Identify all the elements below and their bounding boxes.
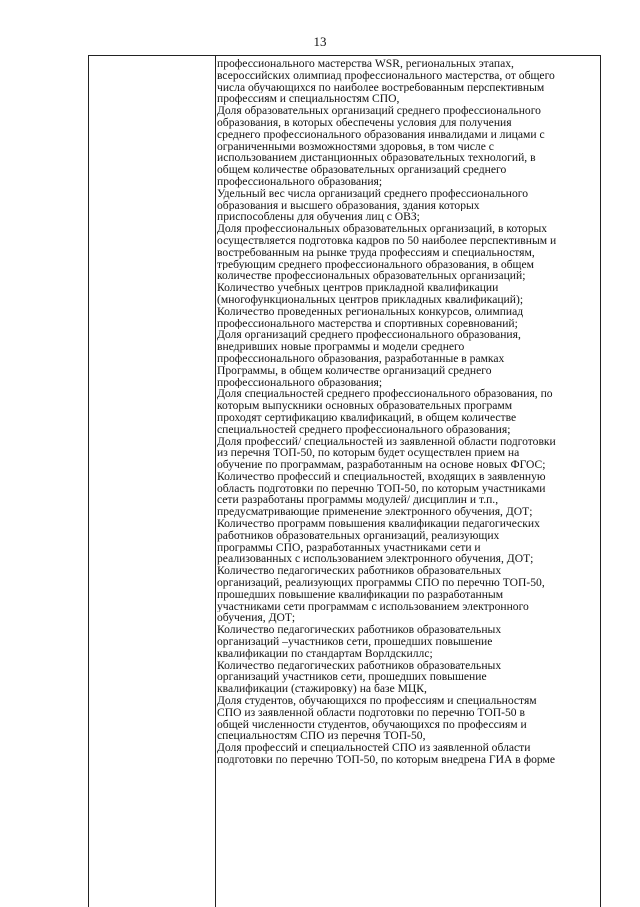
text-line: Доля организаций среднего профессионального образования, <box>217 329 521 342</box>
text-line: Доля специальностей среднего профессионального образования, по <box>217 388 553 401</box>
text-line: квалификации (стажировку) на базе МЦК, <box>217 683 427 696</box>
text-line: Доля профессиональных образовательных организаций, в которых <box>217 223 548 235</box>
text-line: общем количестве образовательных организаций среднего <box>217 164 507 176</box>
text-line: числа обучающихся по наиболее востребованным перспективным <box>217 81 545 94</box>
text-line: предусматривающие применение электронного обучения, ДОТ; <box>217 506 533 519</box>
text-line: подготовки по перечню ТОП-50, по которым внедрена ГИА в форме <box>217 754 556 766</box>
indicator-text-cell <box>217 58 598 766</box>
text-line: профессионального образования, разработанные в рамках <box>217 352 505 365</box>
text-line: осуществляется подготовка кадров по 50 наиболее перспективным и <box>217 234 557 247</box>
text-line: востребованным на рынке труда профессиям и специальностям, <box>217 246 535 259</box>
text-line: обучения, ДОТ; <box>217 612 296 625</box>
text-line: среднего профессионального образования инвалидами и лицами с <box>217 128 545 141</box>
text-line: реализованных с использованием электронного обучения, ДОТ; <box>217 553 534 566</box>
text-line: образования, в которых обеспечены условия для получения <box>217 116 512 129</box>
text-line: образования и высшего образования, здания которых <box>217 199 480 212</box>
text-line: Количество педагогических работников образовательных <box>217 565 502 578</box>
text-line: внедривших новые программы и модели среднего <box>217 341 465 353</box>
text-line: Доля профессий и специальностей СПО из заявленной области <box>217 742 531 755</box>
text-line: общей численности студентов, обучающихся по профессиям и <box>217 718 527 731</box>
text-line: организаций –участников сети, прошедших повышение <box>217 636 493 648</box>
text-line: профессионального мастерства и спортивных соревнований; <box>217 317 518 330</box>
text-line: требующим среднего профессионального образования, в общем <box>217 258 534 271</box>
text-line: профессионального образования; <box>217 376 383 389</box>
page-number: 13 <box>313 34 327 49</box>
text-line: Количество педагогических работников образовательных <box>217 624 502 637</box>
text-line: программы СПО, разработанных участниками сети и <box>217 541 481 554</box>
text-line: (многофункциональных центров прикладных квалификаций); <box>217 293 524 306</box>
text-line: сети разработаны программы модулей/ дисциплин и т.п., <box>217 494 499 507</box>
text-line: прошедших повышение квалификации по разработанным <box>217 588 504 601</box>
text-line: квалификации по стандартам Ворлдскиллс; <box>217 647 433 660</box>
text-line: организаций участников сети, прошедших повышение <box>217 671 487 684</box>
text-line: работников образовательных организаций, реализующих <box>217 529 500 542</box>
text-line: Программы, в общем количестве организаций среднего <box>217 364 492 377</box>
text-line: Количество программ повышения квалификации педагогических <box>217 518 540 530</box>
text-line: Количество учебных центров прикладной квалификации <box>217 282 499 294</box>
text-line: Количество проведенных региональных конкурсов, олимпиад <box>217 305 524 318</box>
text-line: профессионального мастерства WSR, региональных этапах, <box>217 58 514 70</box>
text-line: Доля образовательных организаций среднего профессионального <box>217 105 541 117</box>
text-line: приспособлены для обучения лиц с ОВЗ; <box>217 211 420 224</box>
text-line: Доля студентов, обучающихся по профессиям и специальностям <box>217 695 537 707</box>
text-line: из перечня ТОП-50, по которым будет осуществлен прием на <box>217 447 520 460</box>
text-line: специальностям СПО из перечня ТОП-50, <box>217 730 426 743</box>
text-line: область подготовки по перечню ТОП-50, по которым участниками <box>217 482 546 495</box>
text-line: ограниченными возможностями здоровья, в том числе с <box>217 140 494 153</box>
text-line: Доля профессий/ специальностей из заявленной области подготовки <box>217 435 556 448</box>
text-line: Количество педагогических работников образовательных <box>217 659 502 672</box>
text-line: использованием дистанционных образовательных технологий, в <box>217 152 536 165</box>
text-line: организаций, реализующих программы СПО по перечню ТОП-50, <box>217 577 545 589</box>
text-line: Удельный вес числа организаций среднего профессионального <box>217 187 529 200</box>
text-line: всероссийских олимпиад профессионального мастерства, от общего <box>217 69 555 82</box>
column-divider <box>215 56 216 907</box>
text-line: обучение по программам, разработанным на основе новых ФГОС; <box>217 459 546 471</box>
text-line: СПО из заявленной области подготовки по перечню ТОП-50 в <box>217 706 525 719</box>
text-line: которым выпускники основных образовательных программ <box>217 400 513 412</box>
text-line: профессионального образования; <box>217 175 383 188</box>
text-line: количестве профессиональных образовательных организаций; <box>217 270 526 283</box>
text-line: профессиям и специальностям СПО, <box>217 93 400 106</box>
indicator-table <box>88 55 601 907</box>
text-line: специальностей среднего профессионального образования; <box>217 423 511 436</box>
text-line: проходят сертификацию квалификаций, в общем количестве <box>217 411 517 424</box>
text-line: участниками сети программам с использованием электронного <box>217 600 529 613</box>
text-line: Количество профессий и специальностей, входящих в заявленную <box>217 470 546 483</box>
